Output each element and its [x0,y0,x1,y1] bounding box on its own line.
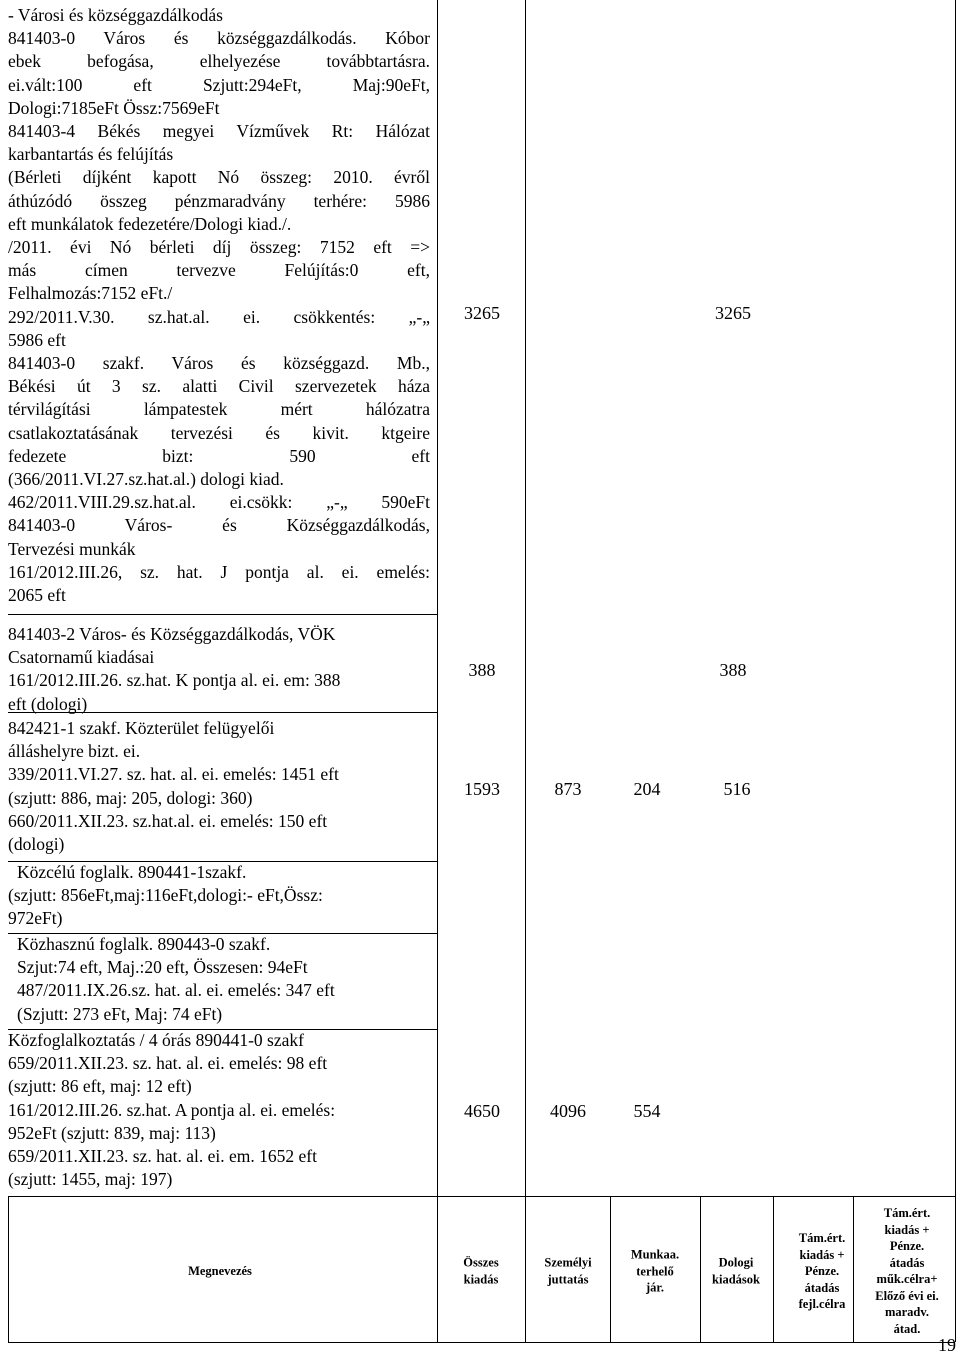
table-column-rule [437,0,438,1196]
description-block [8,623,430,716]
column-header-line: Pénze. [889,1239,925,1253]
description-line: - Városi és községgazdálkodás [8,5,223,25]
header-column-rule [853,1196,854,1342]
description-block [8,861,430,931]
amount-value: 388 [468,660,496,680]
description-line: álláshelyre bizt. ei. [8,741,141,762]
description-block [8,1029,430,1191]
description-line: 660/2011.XII.23. sz.hat.al. ei. emelés: 150 eft [8,810,328,831]
description-line: 841403-2 Város- és Községgazdálkodás, VÖK [8,624,336,644]
amount-value: 3265 [715,303,751,323]
column-header [712,1255,760,1288]
description-line: csatlakoztatásának tervezési és kivit. ktgeire [8,422,430,443]
description-line: karbantartás és felújítás [8,144,174,165]
description-line: Közcélú foglalk. 890441-1szakf. [17,862,247,882]
row-separator [8,614,437,615]
description-line: 487/2011.IX.26.sz. hat. al. ei. emelés: 347 eft [17,980,335,1001]
column-header-line: Tám.ért. [883,1206,931,1220]
header-column-rule [525,1196,526,1342]
description-line: (366/2011.VI.27.sz.hat.al.) dologi kiad. [8,469,284,490]
description-line: /2011. évi Nó bérleti díj összeg: 7152 eft => [8,237,430,258]
amount-value: 873 [554,779,582,799]
description-block [8,717,430,856]
description-line: Közhasznú foglalk. 890443-0 szakf. [17,934,271,954]
description-line: 972eFt) [8,908,63,929]
amount-value: 516 [723,779,751,799]
column-header-line: Tám.ért. [798,1230,846,1245]
description-line: Felhalmozás:7152 eFt./ [8,283,173,304]
page-number: 19 [938,1335,956,1355]
description-line: (szjutt: 856eFt,maj:116eFt,dologi:- eFt,Össz: [8,885,323,906]
description-line: 161/2012.III.26. sz.hat. K pontja al. ei. em: 388 [8,670,341,691]
description-line: (szjutt: 886, maj: 205, dologi: 360) [8,787,253,808]
column-header-line: Munkaa. [630,1247,680,1262]
description-line: ei.vált:100 eft Szjutt:294eFt, Maj:90eFt, [8,74,430,95]
column-header-line: terhelő [636,1263,674,1278]
amount-value: 388 [719,660,747,680]
description-line: eft (dologi) [8,693,88,714]
description-line: 841403-0 Város- és Községgazdálkodás, [8,515,430,536]
description-line: 952eFt (szjutt: 839, maj: 113) [8,1122,216,1143]
description-line: 841403-0 szakf. Város és községgazd. Mb., [8,353,430,374]
column-header [799,1230,846,1313]
column-header-line: átadás [804,1280,840,1295]
description-line: 659/2011.XII.23. sz. hat. al. ei. emelés: 98 eft [8,1053,328,1074]
column-header [544,1255,591,1288]
header-column-rule [437,1196,438,1342]
description-line: (szjutt: 86 eft, maj: 12 eft) [8,1076,192,1097]
description-line: Közfoglalkoztatás / 4 órás 890441-0 szakf [8,1030,304,1050]
column-header-line: átadás [889,1255,925,1270]
column-header-line: Előző évi ei. [875,1288,939,1303]
amount-value: 1593 [464,779,500,799]
description-line: (dologi) [8,834,65,855]
description-line: 842421-1 szakf. Közterület felügyelői [8,718,275,738]
header-row-rule [8,1342,955,1343]
description-line: 2065 eft [8,585,66,606]
description-line: (Szjutt: 273 eFt, Maj: 74 eFt) [17,1003,223,1024]
description-line: 659/2011.XII.23. sz. hat. al. ei. em. 1652 eft [8,1146,317,1167]
column-header-line: kiadás [463,1272,499,1286]
column-header-line: Összes [463,1255,499,1270]
column-header-line: jár. [646,1280,664,1295]
header-column-rule [700,1196,701,1342]
description-block [8,933,430,1026]
column-header-line: kiadás + [884,1222,930,1237]
amount-value: 4096 [550,1101,586,1121]
description-line: eft munkálatok fedezetére/Dologi kiad./. [8,213,292,234]
description-line: 841403-4 Békés megyei Vízművek Rt: Hálózat [8,121,430,142]
description-line: Szjut:74 eft, Maj.:20 eft, Összesen: 94eFt [17,957,308,978]
description-line: 841403-0 Város és községgazdálkodás. Kóbor [8,28,430,49]
description-line: ebek befogása, elhelyezése továbbtartásra. [8,51,430,72]
description-line: (szjutt: 1455, maj: 197) [8,1169,173,1190]
column-header-line: átad. [893,1321,921,1336]
column-header-line: műk.célra+ [876,1272,938,1286]
column-header-line: Dologi [718,1255,754,1270]
column-header-line: Pénze. [804,1263,840,1278]
column-header [631,1246,679,1296]
header-column-rule [8,1196,9,1342]
amount-value: 204 [633,779,661,799]
column-header-line: maradv. [884,1305,930,1319]
description-line: 462/2011.VIII.29.sz.hat.al. ei.csökk: „-„ 590eFt [8,492,430,513]
description-line: más címen tervezve Felújítás:0 eft, [8,260,430,281]
column-header [463,1255,498,1288]
column-header-line: juttatás [547,1272,589,1286]
description-line: áthúzódó összeg pénzmaradvány terhére: 5986 [8,190,430,211]
column-header-line: fejl.célra [798,1296,846,1311]
header-column-rule [610,1196,611,1342]
description-line: 161/2012.III.26. sz.hat. A pontja al. ei. emelés: [8,1099,336,1120]
description-line: 339/2011.VI.27. sz. hat. al. ei. emelés: 1451 eft [8,764,339,785]
description-line: Csatornamű kiadásai [8,647,155,668]
description-line: 292/2011.V.30. sz.hat.al. ei. csökkentés: „-„ [8,306,430,327]
column-header-line: kiadások [712,1272,760,1286]
description-line: Tervezési munkák [8,538,136,559]
description-line: Békési út 3 sz. alatti Civil szervezetek háza [8,376,430,397]
column-header-line: Személyi [544,1255,592,1270]
description-line: térvilágítási lámpatestek mért hálózatra [8,399,430,420]
description-line: 5986 eft [8,329,66,350]
description-line: Dologi:7185eFt Össz:7569eFt [8,97,220,118]
header-column-rule [773,1196,774,1342]
table-column-rule [525,0,526,1196]
column-header-line: kiadás + [799,1247,845,1262]
amount-value: 4650 [464,1101,500,1121]
column-header-line: Megnevezés [188,1263,252,1278]
amount-value: 554 [633,1101,661,1121]
header-row-rule [8,1196,955,1197]
column-header [188,1263,252,1280]
description-line: (Bérleti díjként kapott Nó összeg: 2010. évről [8,167,430,188]
table-column-rule [955,0,956,1196]
description-line: fedezete bizt: 590 eft [8,445,430,466]
amount-value: 3265 [464,303,500,323]
description-line: 161/2012.III.26, sz. hat. J pontja al. ei. emelés: [8,561,430,582]
header-column-rule [955,1196,956,1342]
description-block [8,4,430,607]
column-header [875,1205,939,1337]
